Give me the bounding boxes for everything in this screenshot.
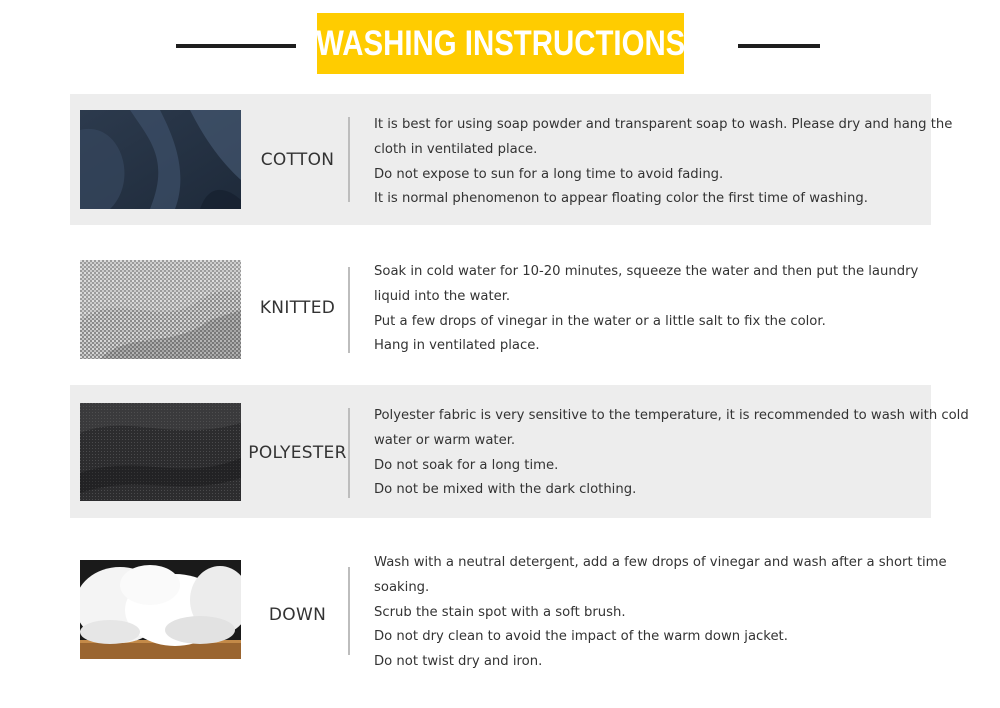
instruction-line: Do not expose to sun for a long time to avoid fading. xyxy=(374,166,724,182)
instruction-line: Hang in ventilated place. xyxy=(374,338,540,354)
row-divider xyxy=(348,267,350,353)
material-name-down: DOWN xyxy=(268,605,327,625)
knitted-instructions xyxy=(374,260,930,359)
row-divider xyxy=(348,408,350,498)
instruction-line: Do not dry clean to avoid the impact of the warm down jacket. xyxy=(374,629,788,645)
instruction-line: It is best for using soap powder and transparent soap to wash. Please dry and hang the xyxy=(374,117,953,132)
material-row-cotton xyxy=(70,94,953,225)
material-name-cotton: COTTON xyxy=(260,150,335,170)
header-rule-left xyxy=(176,44,296,48)
instruction-line: liquid into the water. xyxy=(374,288,511,304)
row-divider xyxy=(348,117,350,202)
instruction-line: water or warm water. xyxy=(374,432,516,448)
instruction-line: soaking. xyxy=(374,579,430,595)
cotton-fabric-image xyxy=(80,110,241,209)
instruction-line: Polyester fabric is very sensitive to the temperature, it is recommended to wash with cold xyxy=(374,408,969,423)
title-banner xyxy=(317,13,684,74)
material-name-polyester: POLYESTER xyxy=(248,443,347,463)
instruction-line: Soak in cold water for 10-20 minutes, squeeze the water and then put the laundry xyxy=(374,264,919,279)
down-instructions xyxy=(374,551,947,675)
down-feather-image xyxy=(80,560,241,659)
polyester-instructions xyxy=(374,404,969,503)
polyester-fabric-image xyxy=(80,403,241,501)
instruction-line: Do not soak for a long time. xyxy=(374,457,559,473)
material-name-knitted: KNITTED xyxy=(259,298,336,318)
instruction-line: cloth in ventilated place. xyxy=(374,141,538,157)
instruction-line: Put a few drops of vinegar in the water or a little salt to fix the color. xyxy=(374,313,826,329)
knitted-fabric-image xyxy=(80,260,241,359)
cotton-instructions xyxy=(374,113,953,212)
material-row-down xyxy=(70,545,947,675)
instruction-line: Scrub the stain spot with a soft brush. xyxy=(374,604,626,620)
instruction-line: It is normal phenomenon to appear floating color the first time of washing. xyxy=(374,191,868,207)
instruction-line: Do not twist dry and iron. xyxy=(374,654,543,670)
header-rule-right xyxy=(738,44,820,48)
material-row-polyester xyxy=(70,385,969,518)
instruction-line: Wash with a neutral detergent, add a few drops of vinegar and wash after a short time xyxy=(374,555,947,570)
row-divider xyxy=(348,567,350,655)
material-row-knitted xyxy=(70,240,931,371)
instruction-line: Do not be mixed with the dark clothing. xyxy=(374,482,637,498)
page-title: WASHING INSTRUCTIONS xyxy=(315,23,686,63)
